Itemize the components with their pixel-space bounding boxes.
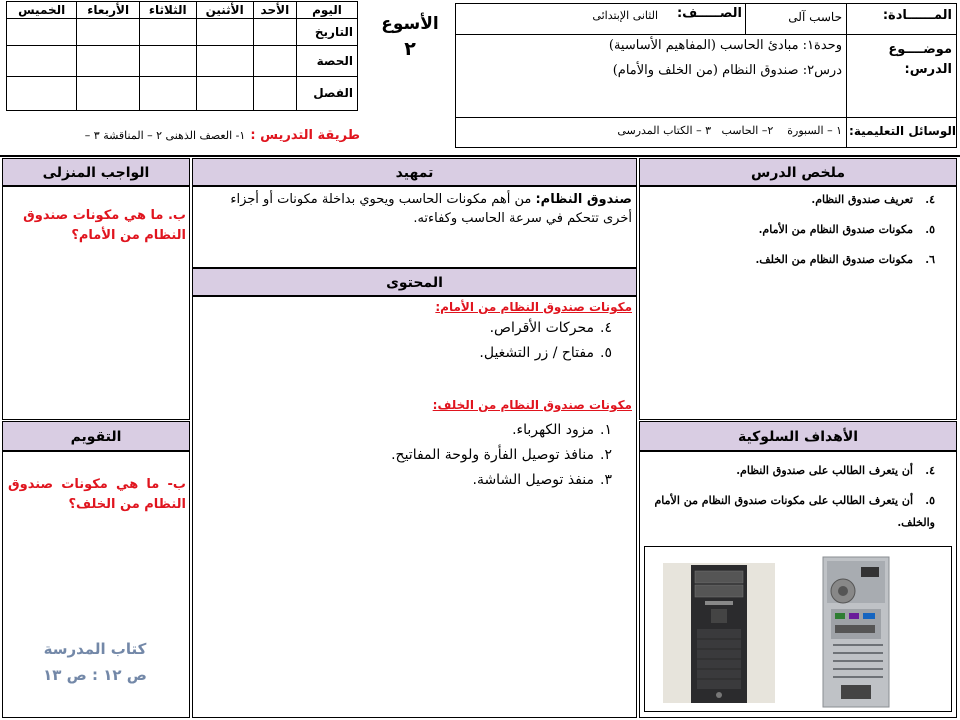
list-item-text: أن يتعرف الطالب على صندوق النظام. <box>736 464 913 477</box>
subject-value: حاسب آلى <box>788 10 842 24</box>
day-monday: الأثنين <box>196 2 253 19</box>
homework-header: الواجب المنزلى <box>2 158 190 186</box>
grade-value: الثانى الإبتدائى <box>592 9 658 22</box>
list-item <box>200 447 632 472</box>
schedule-cell <box>139 46 196 76</box>
back-case-illustration <box>823 557 889 707</box>
front-case-illustration <box>663 563 775 703</box>
evaluation-question: ب- ما هي مكونات صندوق النظام من الخلف؟ <box>8 477 186 512</box>
list-item <box>200 422 632 447</box>
list-item-text: منفذ توصيل الشاشة. <box>472 472 594 488</box>
list-item <box>645 193 935 223</box>
homework-question: ب. ما هي مكونات صندوق النظام من الأمام؟ <box>23 208 186 243</box>
list-item <box>645 490 935 534</box>
intro-term: صندوق النظام: <box>535 192 632 207</box>
list-item-number: ١. <box>600 422 612 438</box>
content-header: المحتوى <box>192 268 637 296</box>
week-label: الأسوع <box>381 14 439 34</box>
aids-value: ١ – السبورة ٢– الحاسب ٣ – الكتاب المدرسى <box>617 124 842 137</box>
intro-paragraph <box>198 190 632 228</box>
schedule-cell <box>7 19 77 46</box>
schedule-cell <box>253 19 296 46</box>
schedule-cell <box>139 76 196 110</box>
topic-line-2: درس٢: صندوق النظام (من الخلف والأمام) <box>612 63 842 78</box>
list-item-number: ٤. <box>925 464 935 477</box>
list-item-number: ٤. <box>925 193 935 206</box>
list-item <box>200 320 632 345</box>
schedule-cell <box>196 46 253 76</box>
subject-label: المــــــادة: <box>882 8 952 23</box>
list-item <box>200 472 632 497</box>
list-item-text: مكونات صندوق النظام من الأمام. <box>758 223 913 236</box>
summary-header: ملخص الدرس <box>639 158 957 186</box>
topic-line-1: وحدة١: مبادئ الحاسب (المفاهيم الأساسية) <box>608 38 842 53</box>
list-item-number: ٤. <box>600 320 612 336</box>
evaluation-header: التقويم <box>2 421 190 451</box>
schedule-corner: اليوم <box>297 2 358 19</box>
schedule-cell <box>139 19 196 46</box>
system-unit-illustration <box>645 547 951 711</box>
spacer <box>200 370 632 398</box>
schedule-cell <box>77 19 140 46</box>
day-sunday: الأحد <box>253 2 296 19</box>
goals-header: الأهداف السلوكية <box>639 421 957 451</box>
list-item-text: تعريف صندوق النظام. <box>811 193 913 206</box>
schedule-cell <box>196 19 253 46</box>
schedule-cell <box>7 46 77 76</box>
top-rule <box>0 155 960 157</box>
method-label: طريقة التدريس : <box>250 128 360 143</box>
topic-label: موضــــوع الدرس: <box>888 42 952 77</box>
book-reference <box>10 636 180 688</box>
goals-list <box>645 460 935 534</box>
day-wednesday: الأربعاء <box>77 2 140 19</box>
intro-header: تمهيد <box>192 158 637 186</box>
book-title: كتاب المدرسة <box>43 640 147 658</box>
divider <box>846 3 847 148</box>
list-item <box>645 223 935 253</box>
list-item-number: ٥. <box>600 345 612 361</box>
day-tuesday: الثلاثاء <box>139 2 196 19</box>
content-body <box>200 300 632 497</box>
row-period: الحصة <box>297 46 358 76</box>
schedule-cell <box>7 76 77 110</box>
list-item-number: ٥. <box>925 494 935 507</box>
list-item <box>200 345 632 370</box>
aids-label: الوسائل التعليمية: <box>849 124 956 138</box>
day-thursday: الخميس <box>7 2 77 19</box>
method-row <box>40 124 360 143</box>
week-number: ٢ <box>404 38 416 60</box>
list-item-number: ٢. <box>600 447 612 463</box>
row-class: الفصل <box>297 76 358 110</box>
list-item-number: ٦. <box>925 253 935 266</box>
list-item-text: منافذ توصيل الفأرة ولوحة المفاتيح. <box>391 447 594 463</box>
list-item-text: مزود الكهرباء. <box>512 422 594 438</box>
divider <box>455 34 957 35</box>
schedule-cell <box>77 76 140 110</box>
schedule-cell <box>196 76 253 110</box>
divider <box>455 117 957 118</box>
grade-label: الصـــــف: <box>676 6 742 21</box>
list-item-text: محركات الأقراص. <box>489 320 594 336</box>
method-value: ١- العصف الذهنى ٢ – المناقشة ٣ – <box>84 129 246 142</box>
list-item-number: ٥. <box>925 223 935 236</box>
summary-list <box>645 193 935 283</box>
front-title: مكونات صندوق النظام من الأمام: <box>435 300 632 314</box>
schedule-table <box>6 1 358 111</box>
list-item-text: مكونات صندوق النظام من الخلف. <box>755 253 913 266</box>
intro-text: من أهم مكونات الحاسب ويحوي بداخلة مكونات أو أجزاء أخرى تتحكم في سرعة الحاسب وكفاءته. <box>230 192 632 226</box>
schedule-cell <box>77 46 140 76</box>
system-unit-photo <box>644 546 952 712</box>
list-item-text: أن يتعرف الطالب على مكونات صندوق النظام من الأمام والخلف. <box>654 494 935 529</box>
schedule-cell <box>253 76 296 110</box>
schedule-cell <box>253 46 296 76</box>
book-pages: ص ١٢ : ص ١٣ <box>43 666 147 684</box>
list-item <box>645 253 935 283</box>
row-date: التاريخ <box>297 19 358 46</box>
list-item-number: ٣. <box>600 472 612 488</box>
divider <box>745 3 746 34</box>
list-item-text: مفتاح / زر التشغيل. <box>479 345 594 361</box>
list-item <box>645 460 935 482</box>
back-title: مكونات صندوق النظام من الخلف: <box>432 398 632 412</box>
